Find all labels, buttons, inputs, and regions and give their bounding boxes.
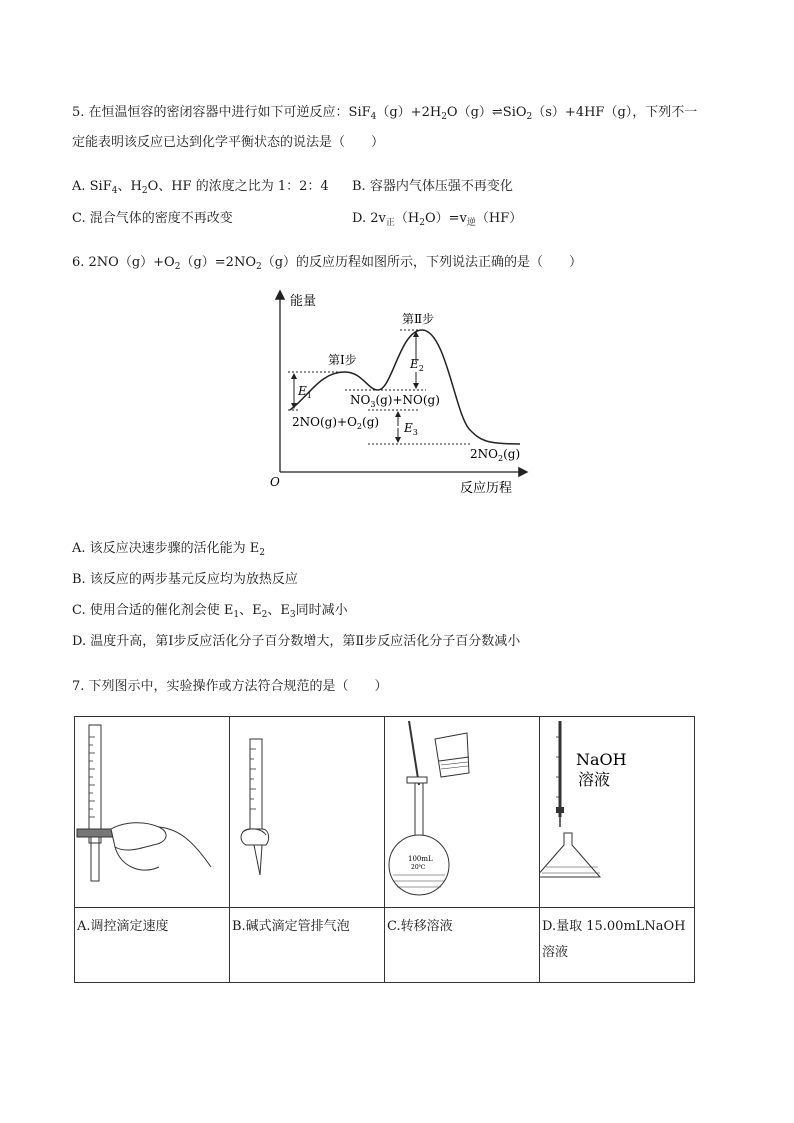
q5-option-a: A. SiF$_4$、$H_2O$、HF 的浓度之比为 1：2：4 [72, 179, 329, 196]
e1-label: $E_1$ [298, 384, 312, 400]
q5-option-b: B. 容器内气体压强不再变化 [352, 179, 513, 194]
q7-caption-b: B.碱式滴定管排气泡 [230, 908, 385, 983]
q7-cell-b-image [230, 717, 385, 908]
q6-option-d: D. 温度升高，第Ⅰ步反应活化分子百分数增大，第Ⅱ步反应活化分子百分数减小 [72, 634, 521, 649]
step2-label: 第Ⅱ步 [402, 312, 435, 326]
reactants-label: $2NO(g)+O_2(g)$ [292, 415, 380, 431]
energy-profile-diagram [0, 0, 794, 520]
q7-caption-d: D.量取 15.00mLNaOH 溶液 [540, 908, 695, 983]
q7-cell-d-image [540, 717, 695, 908]
intermediate-label: $NO_3(g)+NO(g)$ [350, 393, 440, 409]
q5-stem-line1: 5. 在恒温恒容的密闭容器中进行如下可逆反应：$SiF_4(g)+2H_2O(g)\rightleftharpoons SiO_2(s)+4HF(g)$，下列不一 [72, 105, 698, 122]
naoh-burette-flask-figure [540, 717, 705, 903]
q5-stem-line2: 定能表明该反应已达到化学平衡状态的说法是（ ） [72, 135, 385, 150]
q7-figure-table [74, 716, 695, 983]
q6-stem: 6. $2NO(g)+O_2(g)=2NO_2(g)$的反应历程如图所示，下列说法正确的是（ ） [72, 255, 583, 272]
q7-cell-a-image [75, 717, 230, 908]
q7-cell-c-image [385, 717, 540, 908]
q7-caption-c: C.转移溶液 [385, 908, 540, 983]
volumetric-flask-transfer-figure [385, 717, 535, 903]
q5-option-c: C. 混合气体的密度不再改变 [72, 211, 233, 226]
e2-label: $E_2$ [410, 357, 424, 373]
step1-label: 第Ⅰ步 [328, 353, 357, 367]
alkaline-burette-figure [230, 717, 380, 903]
product-label: $2NO_2(g)$ [470, 447, 521, 463]
x-axis-label: 反应历程 [460, 481, 513, 496]
q7-caption-a: A.调控滴定速度 [75, 908, 230, 983]
q5-option-d: D. $2v_正(H_2O)=v_逆(HF)$ [352, 211, 523, 228]
flask-label-temp: 20℃ [411, 864, 426, 871]
origin-label: O [270, 475, 280, 489]
e3-label: $E_3$ [404, 421, 418, 437]
y-axis-label: 能量 [290, 294, 317, 309]
q6-option-a: A. 该反应决速步骤的活化能为 $E_2$ [72, 541, 266, 558]
q6-option-c: C. 使用合适的催化剂会使 $E_1$、$E_2$、$E_3$同时减小 [72, 603, 348, 620]
q6-option-b: B. 该反应的两步基元反应均为放热反应 [72, 572, 298, 587]
solution-label: 溶液 [578, 770, 611, 789]
q7-stem: 7. 下列图示中，实验操作或方法符合规范的是（ ） [72, 679, 388, 694]
burette-stopcock-figure [75, 717, 225, 903]
flask-label-volume: 100mL [408, 855, 433, 863]
naoh-label: NaOH [576, 750, 627, 769]
